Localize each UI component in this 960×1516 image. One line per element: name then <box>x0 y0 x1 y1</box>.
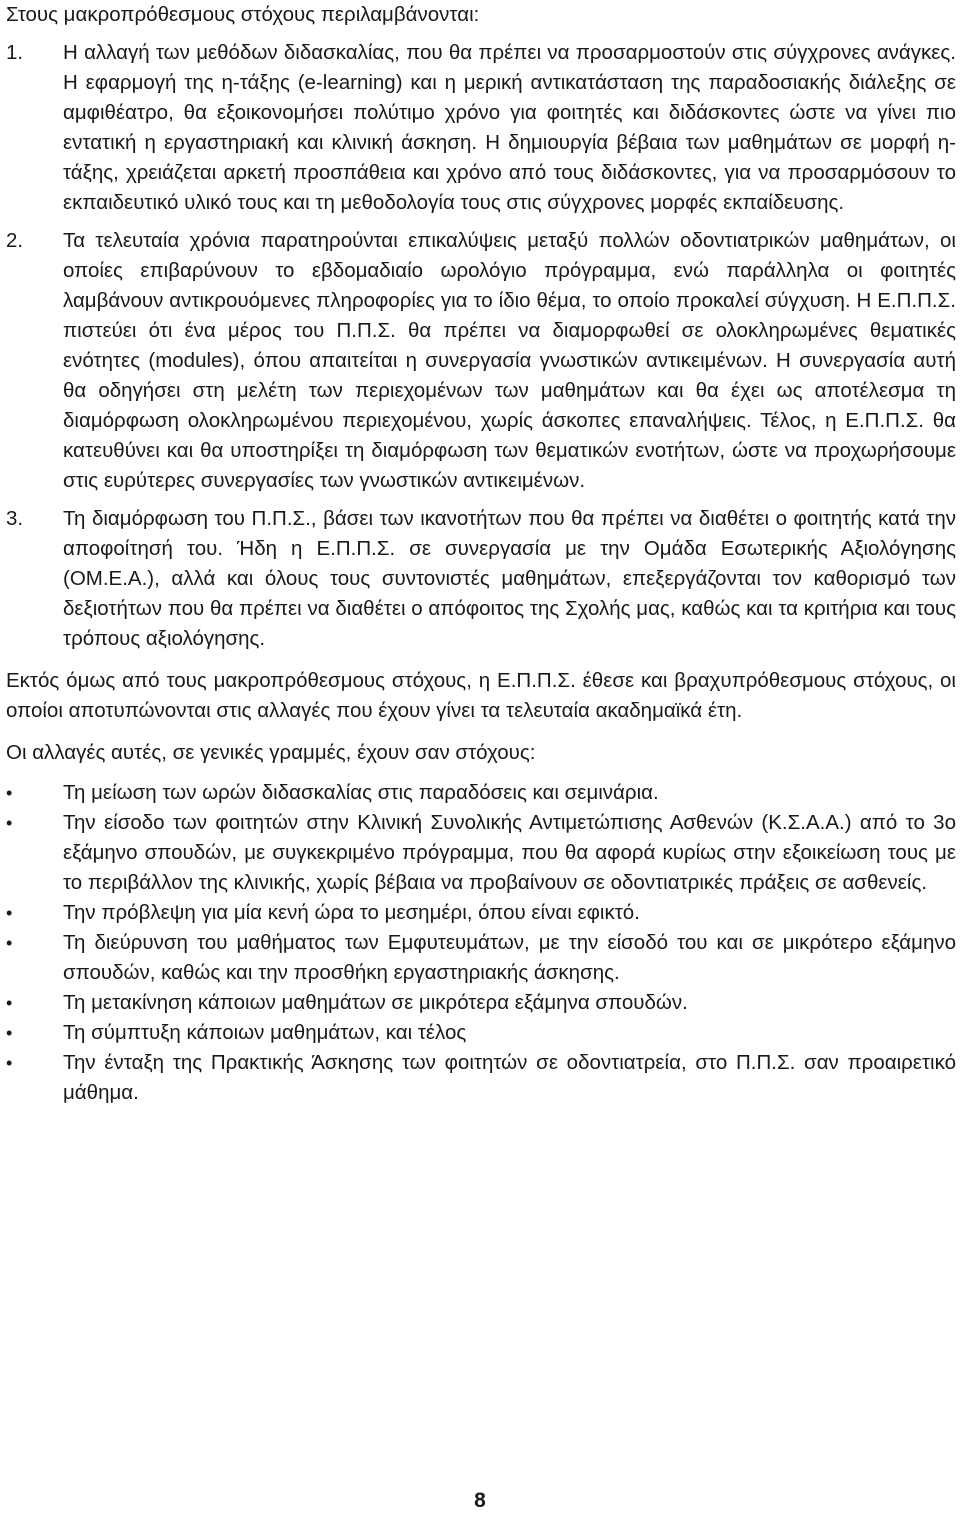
list-item <box>6 1018 956 1048</box>
list-item <box>6 988 956 1018</box>
bullet-icon: • <box>6 993 13 1013</box>
bullet-icon: • <box>6 1053 13 1073</box>
item-text: Η αλλαγή των μεθόδων διδασκαλίας, που θα πρέπει να προσαρμοστούν στις σύγχρονες ανάγκες. Η εφαρμογή της η-τάξης (e-learning) και η μερική αντικατάσταση της παραδοσιακής διάλεξης σε αμφιθέατρο, θα εξοικονομήσει πολύτιμο χρόνο για φοιτητές και διδάσκοντες ώστε να γίνει πιο εντατική η εργαστηριακή και κλινική άσκηση. Η δημιουργία βέβαια των μαθημάτων σε μορφή η-τάξης, χρειάζεται αρκετή προσπάθεια και χρόνο από τους διδάσκοντες, για να προσαρμόσουν το εκπαιδευτικό υλικό τους και τη μεθοδολογία τους στις σύγχρονες μορφές εκπαίδευσης. <box>63 41 956 214</box>
item-number: 1. <box>6 41 24 64</box>
document-page <box>6 0 956 1108</box>
bullet-text: Τη διεύρυνση του μαθήματος των Εμφυτευμάτων, με την είσοδό του και σε μικρότερο εξάμηνο σπουδών, καθώς και την προσθήκη εργαστηριακής άσκησης. <box>63 931 956 984</box>
list-item <box>6 898 956 928</box>
intro-line: Στους μακροπρόθεσμους στόχους περιλαμβάνονται: <box>6 3 480 26</box>
bullet-text: Τη σύμπτυξη κάποιων μαθημάτων, και τέλος <box>63 1021 467 1044</box>
list-item <box>6 778 956 808</box>
short-term-paragraph: Εκτός όμως από τους μακροπρόθεσμους στόχους, η Ε.Π.Π.Σ. έθεσε και βραχυπρόθεσμους στόχους, οι οποίοι αποτυπώνονται στις αλλαγές που έχουν γίνει τα τελευταία ακαδημαϊκά έτη. <box>6 669 956 722</box>
item-number: 2. <box>6 229 24 252</box>
bullet-text: Την είσοδο των φοιτητών στην Κλινική Συνολικής Αντιμετώπισης Ασθενών (Κ.Σ.Α.Α.) από το 3ο εξάμηνο σπουδών, με συγκεκριμένο πρόγραμμα, που θα αφορά κυρίως στην εξοικείωση τους με το περιβάλλον της κλινικής, χωρίς βέβαια να προβαίνουν σε οδοντιατρικές πράξεις σε ασθενείς. <box>63 811 956 894</box>
bullet-icon: • <box>6 933 13 953</box>
bullet-icon: • <box>6 1023 13 1043</box>
numbered-item-2 <box>6 226 956 496</box>
item-number: 3. <box>6 507 24 530</box>
bullet-icon: • <box>6 903 13 923</box>
item-text: Τη διαμόρφωση του Π.Π.Σ., βάσει των ικανοτήτων που θα πρέπει να διαθέτει ο φοιτητής κατά την αποφοίτησή του. Ήδη η Ε.Π.Π.Σ. σε συνεργασία με την Ομάδα Εσωτερικής Αξιολόγησης (ΟΜ.Ε.Α.), αλλά και όλους τους συντονιστές μαθημάτων, επεξεργάζονται τον καθορισμό των δεξιοτήτων που θα πρέπει να διαθέτει ο απόφοιτος της Σχολής μας, καθώς και τα κριτήρια και τους τρόπους αξιολόγησης. <box>63 507 956 650</box>
page-number: 8 <box>474 1489 486 1512</box>
bullet-text: Την πρόβλεψη για μία κενή ώρα το μεσημέρι, όπου είναι εφικτό. <box>63 901 640 924</box>
bullet-icon: • <box>6 783 13 803</box>
list-item <box>6 1048 956 1108</box>
bullet-icon: • <box>6 813 13 833</box>
numbered-item-3 <box>6 504 956 654</box>
bullet-text: Τη μετακίνηση κάποιων μαθημάτων σε μικρότερα εξάμηνα σπουδών. <box>63 991 688 1014</box>
list-item <box>6 808 956 898</box>
list-item <box>6 928 956 988</box>
numbered-item-1 <box>6 38 956 218</box>
item-text: Τα τελευταία χρόνια παρατηρούνται επικαλύψεις μεταξύ πολλών οδοντιατρικών μαθημάτων, οι οποίες επιβαρύνουν το εβδομαδιαίο ωρολόγιο πρόγραμμα, ενώ παράλληλα οι φοιτητές λαμβάνουν αντικρουόμενες πληροφορίες για το ίδιο θέμα, το οποίο προκαλεί σύγχυση. Η Ε.Π.Π.Σ. πιστεύει ότι ένα μέρος του Π.Π.Σ. θα πρέπει να διαμορφωθεί σε ολοκληρωμένες θεματικές ενότητες (modules), όπου απαιτείται η συνεργασία γνωστικών αντικειμένων. Η συνεργασία αυτή θα οδηγήσει στη μελέτη των περιεχομένων των μαθημάτων και θα έχει ως αποτέλεσμα τη διαμόρφωση ολοκληρωμένου περιεχομένου, χωρίς άσκοπες επαναλήψεις. Τέλος, η Ε.Π.Π.Σ. θα κατευθύνει και θα υποστηρίξει τη διαμόρφωση των θεματικών ενοτήτων, ώστε να προχωρήσουμε στις ευρύτερες συνεργασίες των γνωστικών αντικειμένων. <box>63 229 956 492</box>
bullet-text: Την ένταξη της Πρακτικής Άσκησης των φοιτητών σε οδοντιατρεία, στο Π.Π.Σ. σαν προαιρετικό μάθημα. <box>63 1051 956 1104</box>
bullet-text: Τη μείωση των ωρών διδασκαλίας στις παραδόσεις και σεμινάρια. <box>63 781 659 804</box>
changes-intro-paragraph: Οι αλλαγές αυτές, σε γενικές γραμμές, έχουν σαν στόχους: <box>6 741 536 764</box>
bullet-list <box>6 778 956 1108</box>
